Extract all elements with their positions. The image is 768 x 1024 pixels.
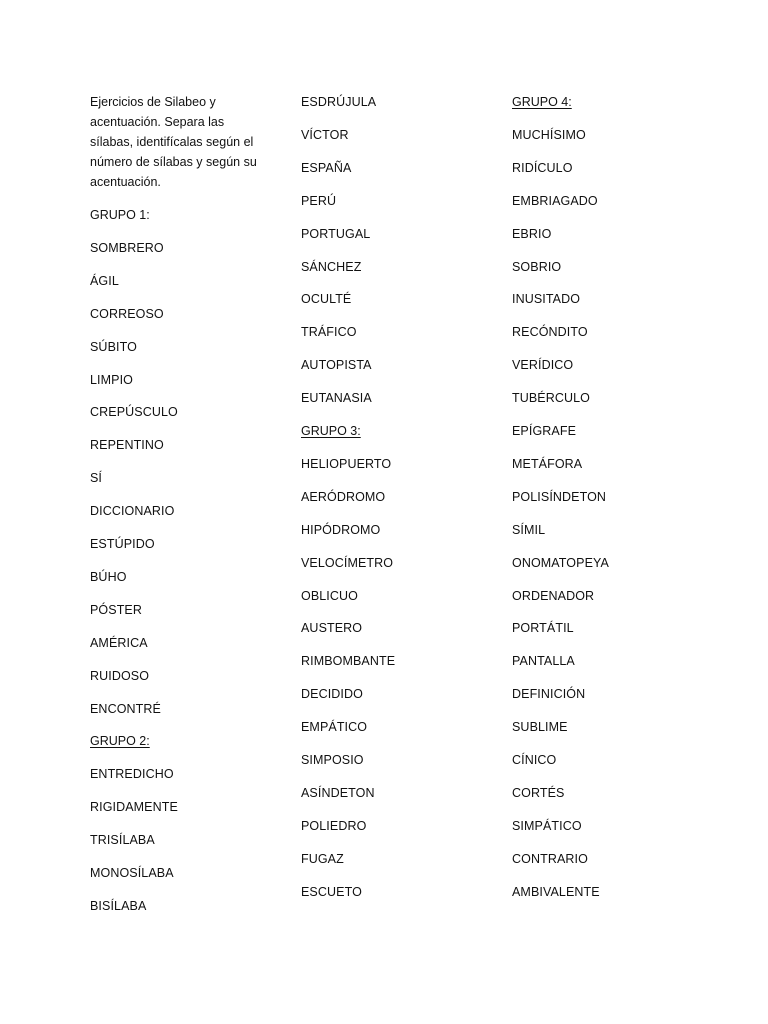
word-item: PERÚ — [301, 193, 337, 208]
word-item: BÚHO — [90, 569, 127, 584]
word-item: RECÓNDITO — [512, 325, 588, 340]
word-item: DEFINICIÓN — [512, 687, 586, 702]
word-item: POLISÍNDETON — [512, 489, 607, 504]
group-heading: GRUPO 3: — [301, 424, 361, 438]
word-item: PANTALLA — [512, 654, 575, 669]
word-item: SÍ — [90, 471, 103, 486]
word-item: EMPÁTICO — [301, 720, 368, 735]
word-item: ORDENADOR — [512, 588, 595, 603]
word-item: RIMBOMBANTE — [301, 654, 396, 669]
word-item: DICCIONARIO — [90, 504, 175, 519]
word-item: OBLICUO — [301, 588, 358, 603]
word-item: RUIDOSO — [90, 668, 150, 683]
word-item: VÍCTOR — [301, 127, 349, 142]
word-item: OCULTÉ — [301, 292, 352, 307]
word-item: EMBRIAGADO — [512, 193, 598, 208]
word-item: AERÓDROMO — [301, 489, 386, 504]
word-item: TRÁFICO — [301, 325, 357, 340]
word-item: RIDÍCULO — [512, 160, 573, 175]
word-item: DECIDIDO — [301, 687, 363, 702]
word-item: ENCONTRÉ — [90, 701, 161, 716]
word-item: RIGIDAMENTE — [90, 800, 178, 815]
word-item: CREPÚSCULO — [90, 405, 178, 420]
word-item: METÁFORA — [512, 456, 583, 471]
word-item: SUBLIME — [512, 720, 568, 735]
word-item: SIMPOSIO — [301, 753, 364, 767]
word-item: ESTÚPIDO — [90, 537, 155, 551]
word-item: CORTÉS — [512, 785, 565, 800]
word-item: SIMPÁTICO — [512, 818, 582, 833]
word-item: SÍMIL — [512, 522, 546, 537]
word-item: TUBÉRCULO — [512, 391, 590, 406]
word-item: EUTANASIA — [301, 391, 372, 406]
intro-paragraph: Ejercicios de Silabeo y acentuación. Separa las sílabas, identifícalas según el número de sílabas y según su acentuación. — [90, 95, 257, 189]
group-heading: GRUPO 1: — [90, 208, 150, 222]
word-item: BISÍLABA — [90, 898, 147, 913]
group-heading: GRUPO 2: — [90, 734, 150, 749]
word-item: AUTOPISTA — [301, 358, 372, 373]
word-item: TRISÍLABA — [90, 833, 155, 848]
word-item: ÁGIL — [90, 273, 119, 288]
word-item: ESCUETO — [301, 884, 362, 899]
word-item: VELOCÍMETRO — [301, 555, 394, 570]
word-item: AMBIVALENTE — [512, 884, 600, 899]
word-item: PORTÁTIL — [512, 621, 574, 636]
word-item: LIMPIO — [90, 372, 133, 387]
word-item: PORTUGAL — [301, 226, 371, 241]
word-item: INUSITADO — [512, 292, 581, 307]
word-item: CONTRARIO — [512, 851, 588, 866]
word-item: SÁNCHEZ — [301, 259, 362, 274]
word-item: PÓSTER — [90, 602, 142, 617]
word-item: SOBRIO — [512, 259, 562, 274]
word-item: HIPÓDROMO — [301, 522, 381, 537]
word-item: EPÍGRAFE — [512, 424, 577, 438]
word-item: ASÍNDETON — [301, 785, 375, 800]
word-item: FUGAZ — [301, 851, 344, 866]
word-item: REPENTINO — [90, 438, 164, 453]
word-item: AUSTERO — [301, 621, 363, 636]
word-item: ENTREDICHO — [90, 767, 174, 782]
word-item: SÚBITO — [90, 339, 137, 354]
word-item: VERÍDICO — [512, 358, 574, 373]
word-item: ESDRÚJULA — [301, 95, 377, 109]
word-item: CÍNICO — [512, 753, 557, 767]
word-item: CORREOSO — [90, 306, 164, 321]
word-item: MONOSÍLABA — [90, 866, 174, 880]
word-item: MUCHÍSIMO — [512, 127, 586, 142]
word-item: ESPAÑA — [301, 160, 352, 175]
word-item: HELIOPUERTO — [301, 456, 392, 471]
group-heading: GRUPO 4: — [512, 95, 572, 109]
word-item: EBRIO — [512, 226, 552, 241]
word-item: AMÉRICA — [90, 635, 148, 650]
word-item: ONOMATOPEYA — [512, 555, 609, 570]
word-item: POLIEDRO — [301, 818, 367, 833]
word-item: SOMBRERO — [90, 240, 164, 255]
